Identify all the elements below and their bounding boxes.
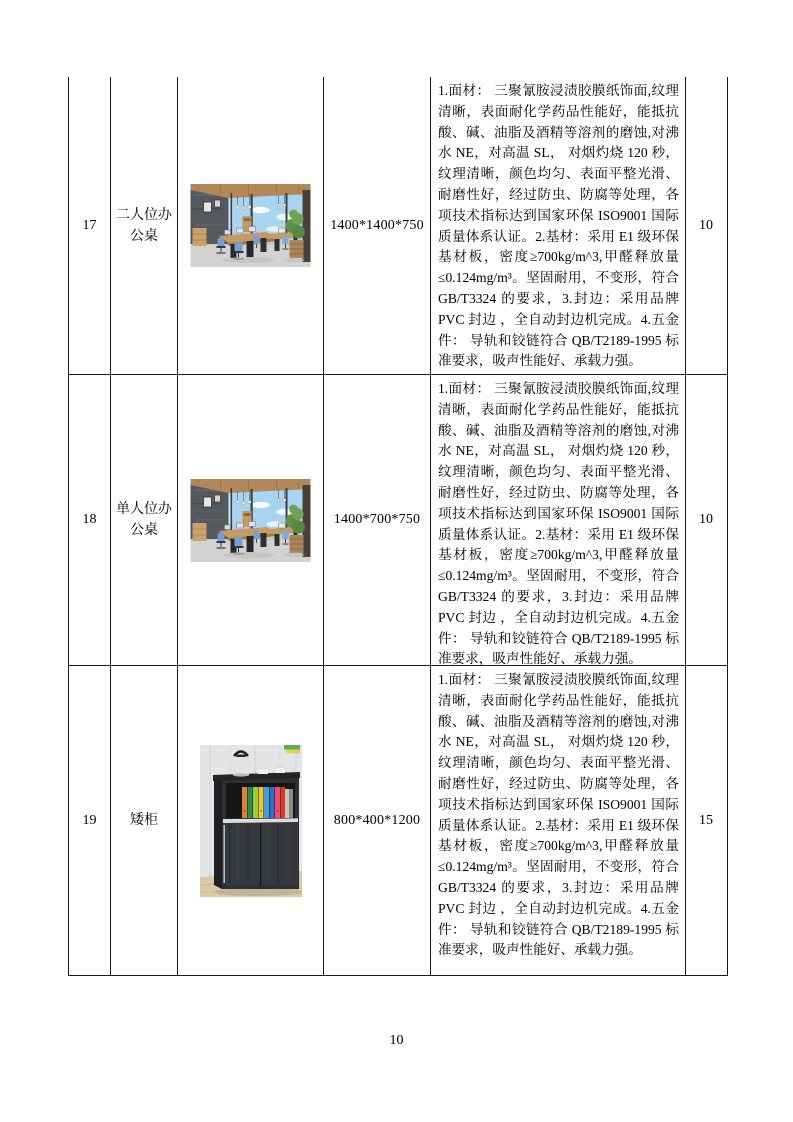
product-name: 二人位办公桌 (111, 77, 178, 374)
product-spec-text: 1.面材： 三聚氰胺浸渍胶膜纸饰面,纹理清晰，表面耐化学药品性能好，能抵抗酸、碱、油脂及酒精等溶剂的磨蚀,对沸水 NE，对高温 SL， 对烟灼烧 120 秒， 纹理清晰，颜色均匀、表面平整光滑、耐磨性好，经过防虫、防腐等处理，各项技术指标达到国家环保 ISO9001 国际质量体系认证。2.基材：采用 E1 级环保基材板，密度≥700kg/m^3,甲醛释放量≤0.124mg/m³。坚固耐用，不变形，符合 GB/T3324 的要求，3.封边：采用品牌 PVC 封边 ，全自动封边机完成。4.五金件： 导轨和铰链符合 QB/T2189-1995 标准要求，吸声性能好、承载力强。 (431, 666, 686, 975)
product-size: 800*400*1200 (324, 666, 431, 975)
product-name: 单人位办公桌 (111, 375, 178, 665)
office-workstations-photo (190, 184, 311, 267)
product-spec-text: 1.面材： 三聚氰胺浸渍胶膜纸饰面,纹理清晰，表面耐化学药品性能好，能抵抗酸、碱、油脂及酒精等溶剂的磨蚀,对沸水 NE，对高温 SL， 对烟灼烧 120 秒， 纹理清晰，颜色均匀、表面平整光滑、耐磨性好，经过防虫、防腐等处理，各项技术指标达到国家环保 ISO9001 国际质量体系认证。2.基材：采用 E1 级环保基材板，密度≥700kg/m^3,甲醛释放量≤0.124mg/m³。坚固耐用，不变形，符合 GB/T3324 的要求，3.封边：采用品牌 PVC 封边 ，全自动封边机完成。4.五金件： 导轨和铰链符合 QB/T2189-1995 标准要求，吸声性能好、承载力强。 (431, 77, 686, 374)
product-name: 矮柜 (111, 666, 178, 975)
product-quantity: 10 (699, 512, 713, 527)
product-photo-cell (178, 375, 324, 665)
row-number: 18 (69, 375, 111, 665)
low-cabinet-photo (200, 745, 302, 897)
product-quantity: 15 (699, 812, 713, 828)
product-spec-text: 1.面材： 三聚氰胺浸渍胶膜纸饰面,纹理清晰，表面耐化学药品性能好，能抵抗酸、碱、油脂及酒精等溶剂的磨蚀,对沸水 NE，对高温 SL， 对烟灼烧 120 秒， 纹理清晰，颜色均匀、表面平整光滑、耐磨性好，经过防虫、防腐等处理，各项技术指标达到国家环保 ISO9001 国际质量体系认证。2.基材：采用 E1 级环保基材板，密度≥700kg/m^3,甲醛释放量≤0.124mg/m³。坚固耐用，不变形，符合 GB/T3324 的要求，3.封边：采用品牌 PVC 封边 ，全自动封边机完成。4.五金件： 导轨和铰链符合 QB/T2189-1995 标准要求，吸声性能好、承载力强。 (431, 375, 686, 665)
office-workstations-photo (190, 479, 311, 562)
product-quantity: 10 (699, 217, 713, 233)
product-photo-cell (178, 77, 324, 374)
table-row (69, 375, 727, 666)
product-size: 1400*700*750 (324, 375, 431, 665)
row-number: 19 (69, 666, 111, 975)
table-row (69, 666, 727, 976)
table-row (69, 77, 727, 375)
row-number: 17 (69, 77, 111, 374)
product-size: 1400*1400*750 (324, 77, 431, 374)
page-number: 10 (389, 1033, 404, 1048)
product-photo-cell (178, 666, 324, 975)
product-spec-table (68, 77, 728, 976)
